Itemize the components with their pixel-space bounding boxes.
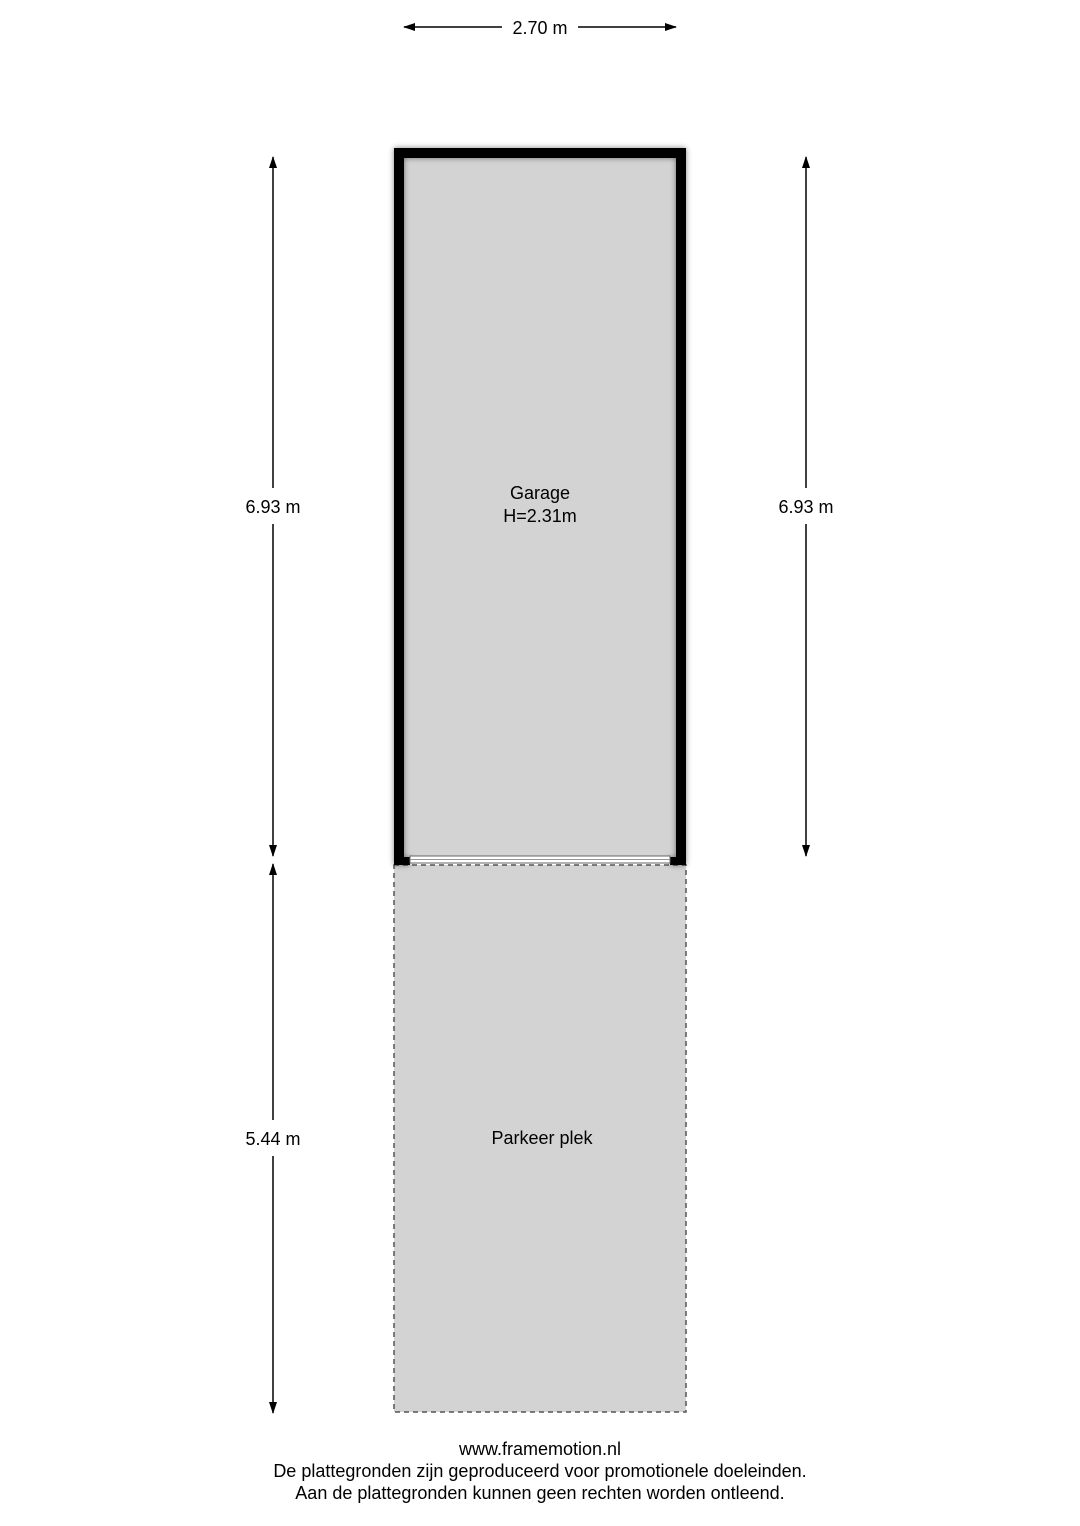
parking-left-dimension-label: 5.44 m — [245, 1129, 301, 1149]
garage-right-dimension-label: 6.93 m — [778, 497, 834, 517]
garage-room — [394, 148, 686, 865]
parking-area — [394, 865, 686, 1412]
parking-left-dimension — [245, 864, 300, 1413]
width-dimension — [404, 18, 676, 38]
garage-door — [410, 856, 670, 863]
garage-label: Garage — [509, 483, 571, 503]
disclaimer-line-1: De plattegronden zijn geproduceerd voor promotionele doeleinden. — [273, 1461, 807, 1481]
garage-left-dimension-label: 6.93 m — [245, 497, 301, 517]
garage-right-dimension — [778, 157, 833, 856]
parking-label: Parkeer plek — [491, 1128, 593, 1148]
garage-height-label: H=2.31m — [503, 506, 577, 526]
disclaimer-line-2: Aan de plattegronden kunnen geen rechten worden ontleend. — [295, 1483, 785, 1503]
website-link[interactable]: www.framemotion.nl — [458, 1439, 622, 1459]
footer — [0, 1438, 1080, 1504]
garage-left-dimension — [245, 157, 300, 856]
width-dimension-label: 2.70 m — [512, 18, 568, 38]
